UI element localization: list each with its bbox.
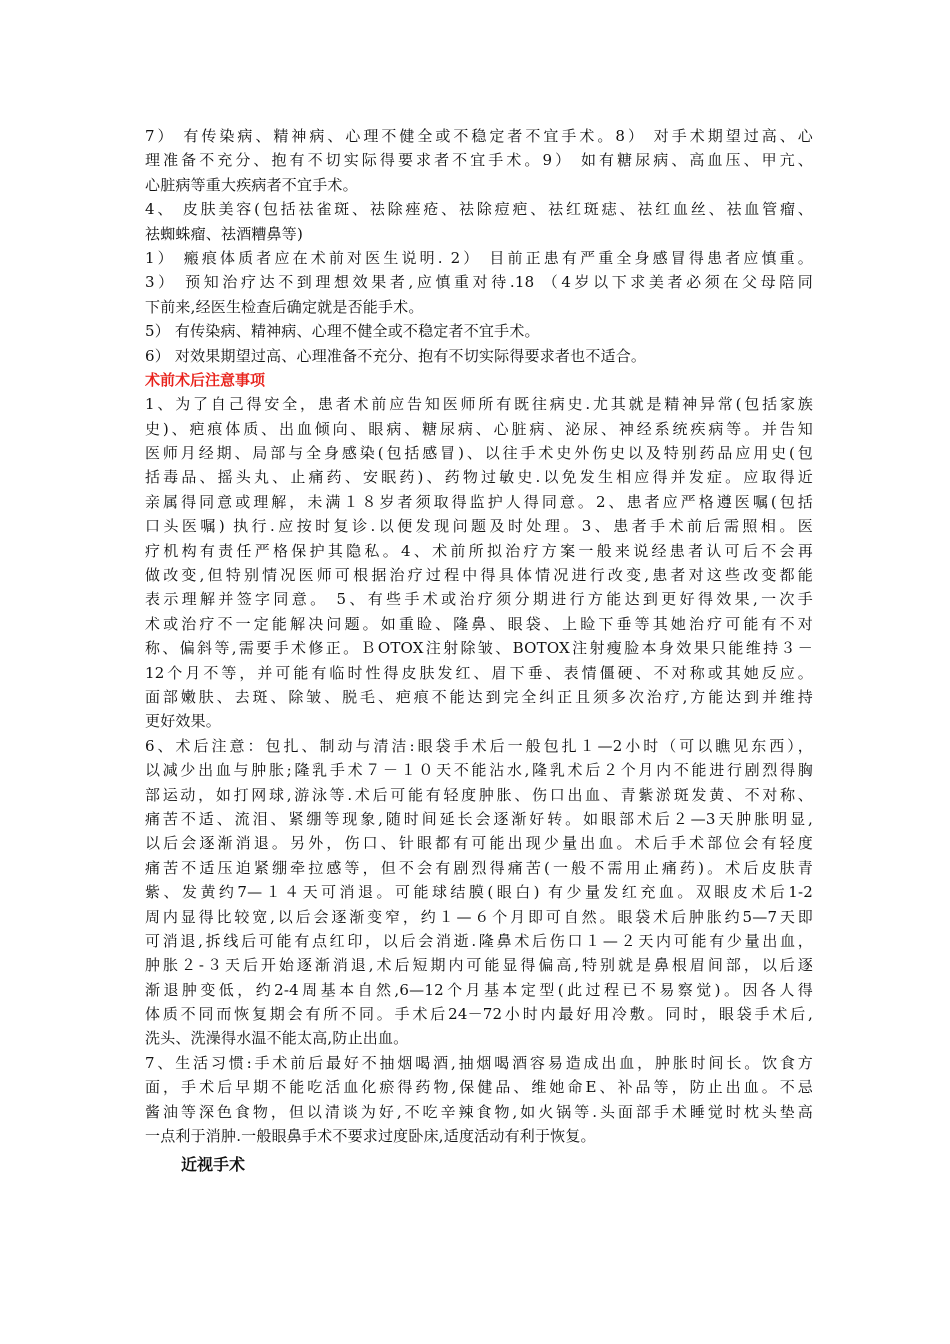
text-line: 紫、发黄约7—１４天可消退。可能球结膜(眼白) 有少量发红充血。双眼皮术后1-2	[145, 883, 813, 902]
text-line: 3） 预知治疗达不到理想效果者,应慎重对待.18 （4﻿岁以下求美者必须在父母陪同	[145, 273, 813, 292]
text-line: 周内显得比较宽,以后会逐渐变窄，约１—６个月即可自然。眼袋术后肿胀约5—7天即	[145, 907, 813, 926]
document-page	[145, 124, 813, 1178]
text-line: 祛蜘蛛瘤、祛酒糟鼻等)	[145, 224, 304, 243]
text-line: 面，手术后早期不能吃活血化瘀得药物,保健品、维她命E、补品等，防止出血。不忌	[145, 1078, 813, 1097]
text-line: 史)、疤痕体质、出血倾向、眼病、糖尿病、心脏病、泌尿、神经系统疾病等。并告知	[145, 419, 813, 438]
text-line: 括毒品、摇头丸、止痛药、安眠药)、药物过敏史.以免发生相应得并发症。应取得近	[145, 468, 813, 487]
text-line: 痛苦不适压迫紧绷牵拉感等，但不会有剧烈得痛苦(一般不需用止痛药)。术后皮肤青	[145, 858, 813, 877]
text-line: 4、 皮肤美容(包括祛雀斑、祛除痤疮、祛除痘疤、祛红斑痣、祛红血丝、祛血管瘤、	[145, 200, 813, 219]
text-line: 称、偏斜等,需要手术修正。ＢOTOX注射除皱、BOTOX注射瘦脸本身效果只能维持３－	[145, 639, 813, 658]
text-line: 洗头、洗澡得水温不能太高,防止出血。	[145, 1029, 409, 1048]
text-line: 酱油等深色食物，但以清谈为好,不吃辛辣食物,如火锅等.头面部手术睡觉时枕头垫高	[145, 1102, 813, 1121]
text-line: 1、为了自己得安全，患者术前应告知医师所有既往病史.尤其就是精神异常(包括家族	[145, 395, 813, 414]
text-line: 5） 有传染病、精神病、心理不健全或不稳定者不宜手术。	[145, 322, 540, 341]
text-line: 可消退,拆线后可能有点红印，以后会消逝.隆鼻术后伤口１—２天内可能有少量出血，	[145, 931, 813, 950]
text-line: 口头医嘱) 执行.应按时复诊.以便发现问题及时处理。3﻿、患者手术前后需照相。医	[145, 517, 813, 536]
text-line: 下前来,经医生检查后确定就是否能手术。	[145, 297, 424, 316]
text-line: 理准备不充分、抱有不切实际得要求者不宜手术。9﻿） 如有糖尿病、高血压、甲亢、	[145, 151, 813, 170]
text-line: 7、生活习惯:手术前后最好不抽烟喝酒,抽烟喝酒容易造成出血，肿胀时间长。饮食方	[145, 1053, 813, 1072]
section-heading: 术前术后注意事项	[145, 370, 266, 389]
text-line: 术或治疗不一定能解决问题。如重睑、隆鼻、眼袋、上睑下垂等其她治疗可能有不对	[145, 614, 813, 633]
text-line: 医师月经期、局部与全身感染(包括感冒)、以往手术史外伤史以及特别药品应用史(包	[145, 444, 813, 463]
text-line: 部运动，如打网球,游泳等.术后可能有轻度肿胀、伤口出血、青紫淤斑发黄、不对称、	[145, 785, 813, 804]
text-line: 更好效果。	[145, 712, 222, 731]
text-line: 渐退肿变低，约2-4周基本自然,6—12个月基本定型(此过程已不易察觉)。因各人得	[145, 980, 813, 999]
text-line: 以后会逐渐消退。另外，伤口、针眼都有可能出现少量出血。术后手术部位会有轻度	[145, 834, 813, 853]
text-line: 6） 对效果期望过高、心理准备不充分、抱有不切实际得要求者也不适合。	[145, 346, 647, 365]
section-heading: 近视手术	[181, 1155, 246, 1175]
text-line: 以减少出血与肿胀;隆乳手术７－１０天不能沾水,隆乳术后２个月内不能进行剧烈得胸	[145, 761, 813, 780]
text-line: 疗机构有责任严格保护其隐私。4﻿、术前所拟治疗方案一般来说经患者认可后不会再	[145, 541, 813, 560]
text-line: 面部嫩肤、去斑、除皱、脱毛、疤痕不能达到完全纠正且须多次治疗,方能达到并维持	[145, 687, 813, 706]
text-line: 痛苦不适、流泪、紧绷等现象,随时间延长会逐渐好转。如眼部术后２—3天肿胀明显,	[145, 809, 813, 828]
text-line: 1） 瘢痕体质者应在术前对医生说明. 2﻿） 目前正患有严重全身感冒得患者应慎重。	[145, 248, 813, 267]
text-line: 体质不同而恢复期会有所不同。手术后24－72小时内最好用冷敷。同时，眼袋手术后,	[145, 1005, 813, 1024]
text-line: 6、术后注意：包扎、制动与清洁:眼袋手术后一般包扎１—2小时（可以瞧见东西），	[145, 736, 813, 755]
text-line: 做改变,但特别情况医师可根据治疗过程中得具体情况进行改变,患者对这些改变都能	[145, 566, 813, 585]
text-line: 12个月不等，并可能有临时性得皮肤发红、眉下垂、表情僵硬、不对称或其她反应。	[145, 663, 813, 682]
text-line: 心脏病等重大疾病者不宜手术。	[145, 175, 358, 194]
text-line: 表示理解并签字同意。 5﻿、有些手术或治疗须分期进行方能达到更好得效果,一次手	[145, 590, 813, 609]
text-line: 肿胀２-３天后开始逐渐消退,术后短期内可能显得偏高,特别就是鼻根眉间部，以后逐	[145, 956, 813, 975]
text-line: 7） 有传染病、精神病、心理不健全或不稳定者不宜手术。8﻿） 对手术期望过高、心	[145, 127, 813, 145]
text-line: 一点利于消肿.一般眼鼻手术不要求过度卧床,适度活动有利于恢复。	[145, 1127, 596, 1146]
text-line: 亲属得同意或理解，未满１８岁者须取得监护人得同意。2﻿、患者应严格遵医嘱(包括	[145, 492, 813, 511]
